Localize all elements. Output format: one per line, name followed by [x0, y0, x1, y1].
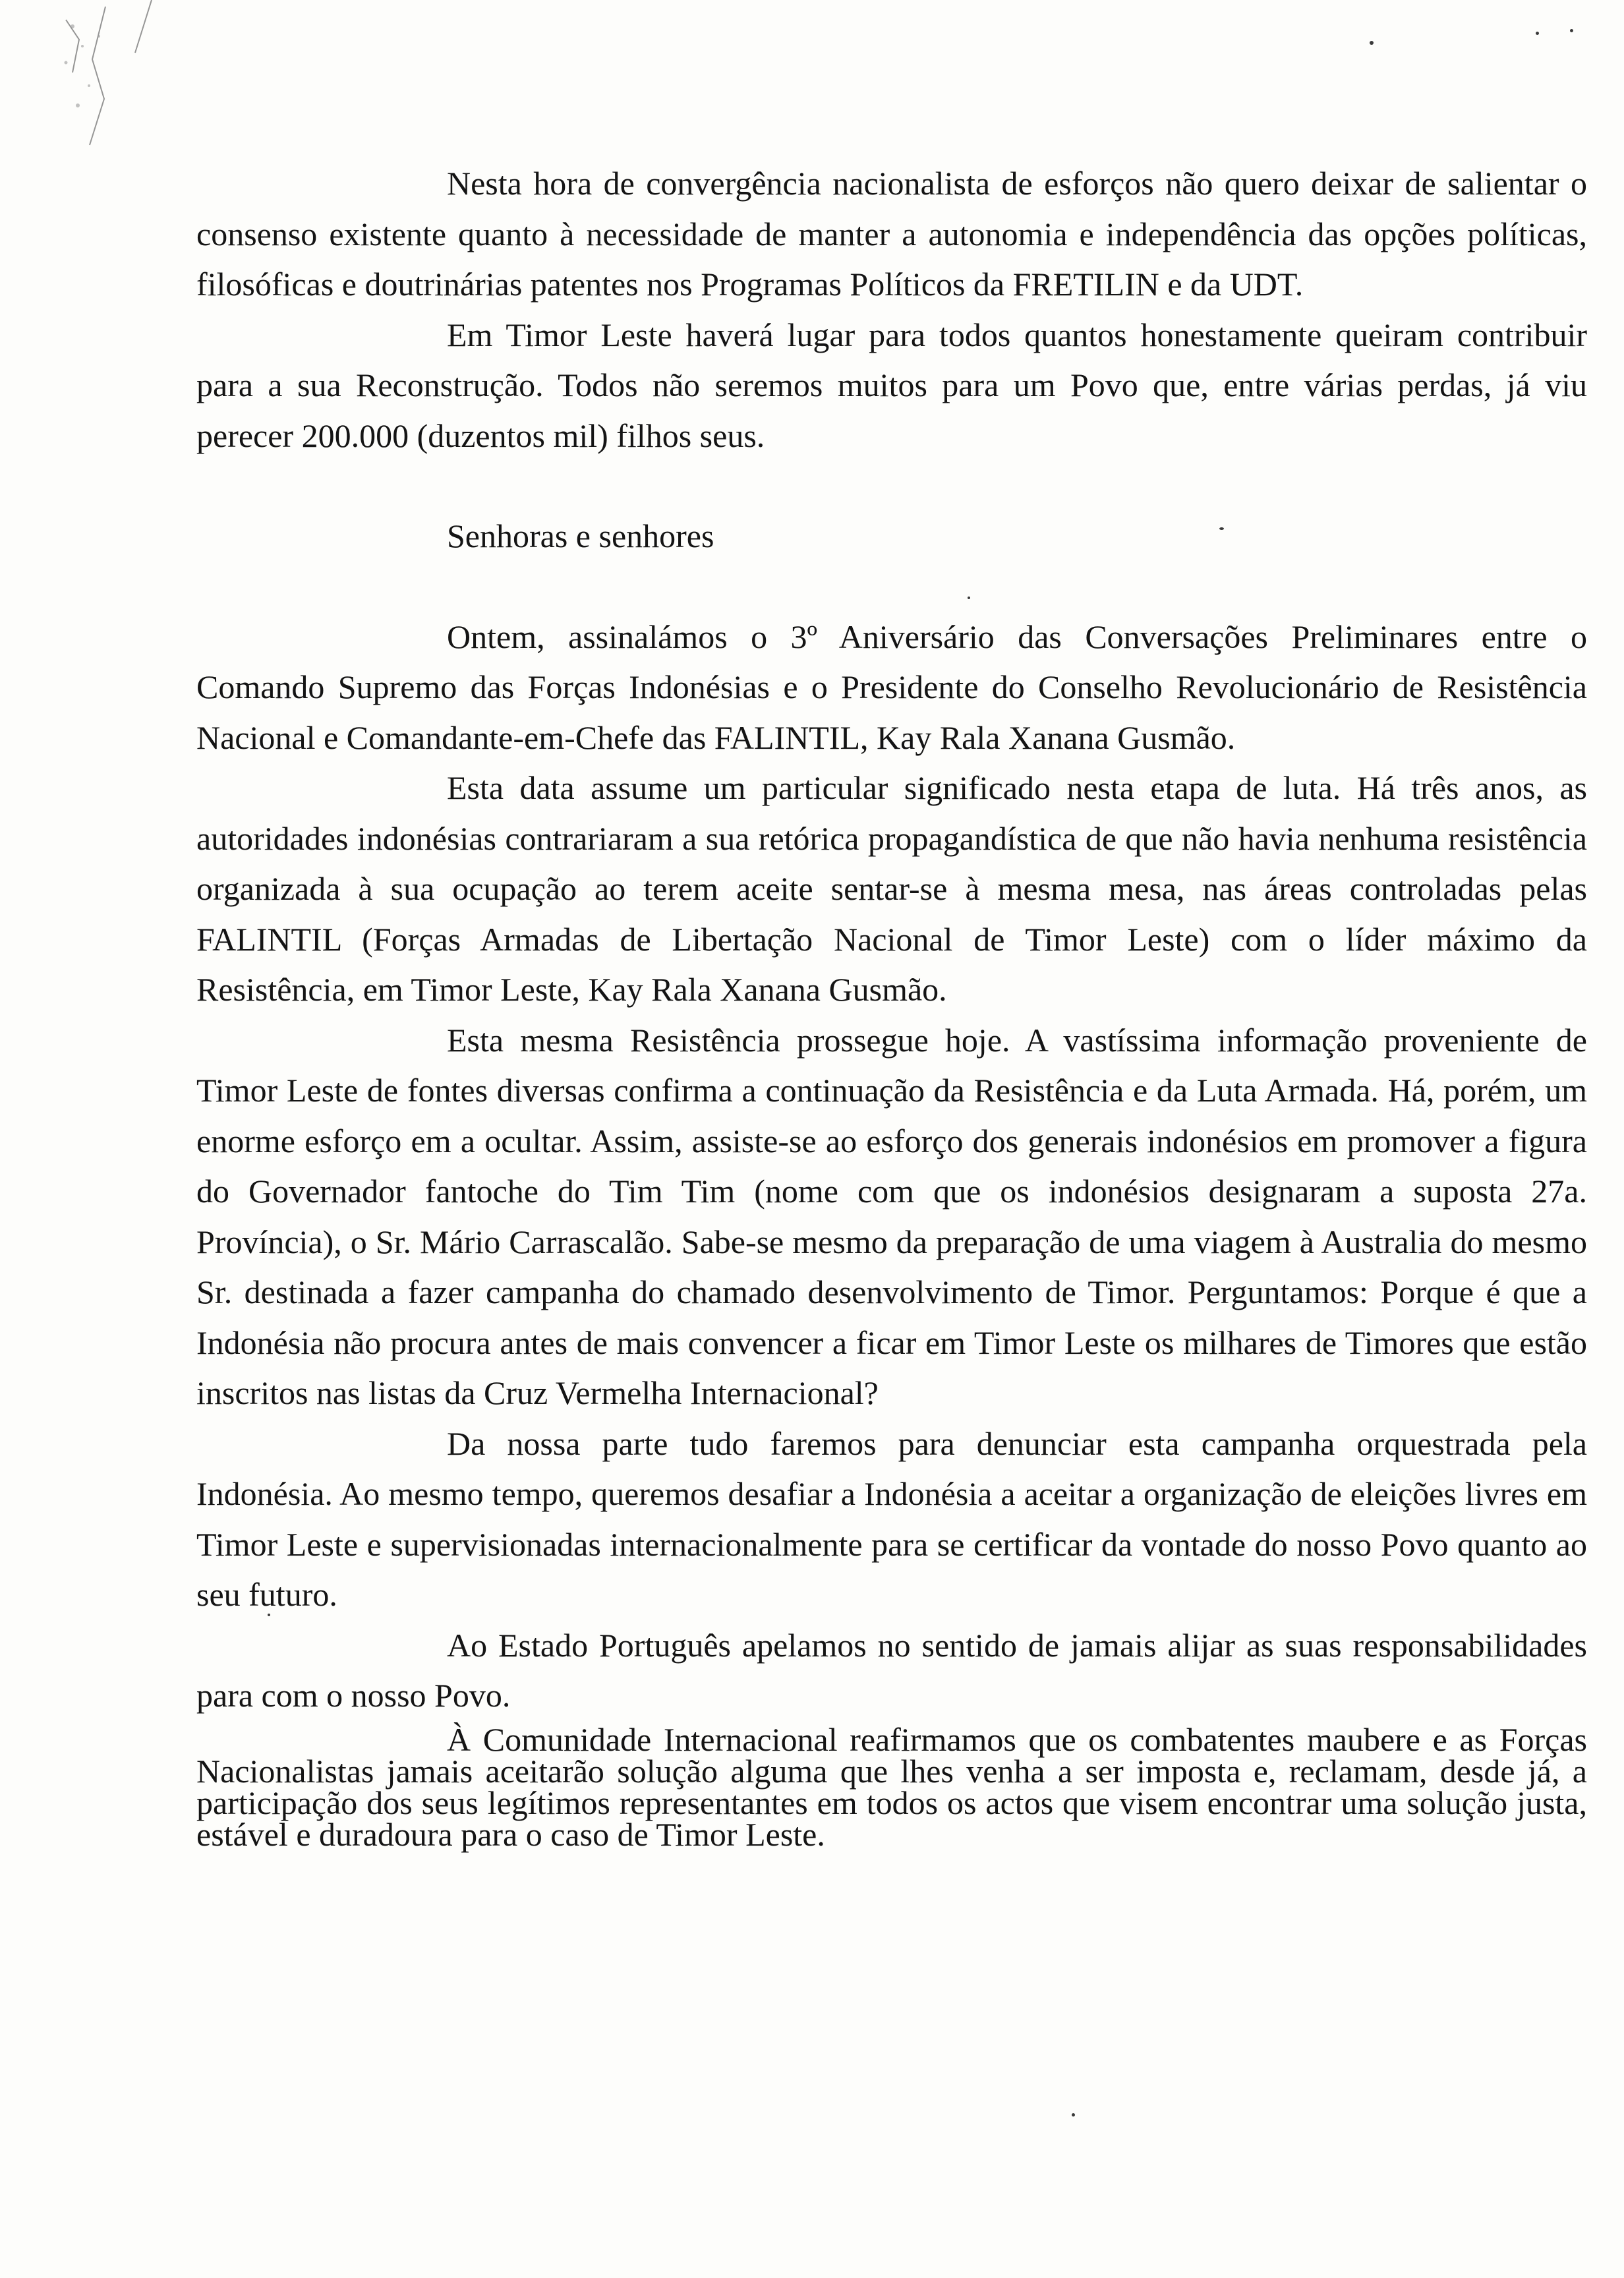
- paragraph: Da nossa parte tudo faremos para denunciar esta campanha orquestrada pela Indonésia. Ao mesmo tempo, queremos desafiar a Indonésia a aceitar a organização de eleições livres em Timor Leste e supervisionadas internacionalmente para se certificar da vontade do nosso Povo quanto ao seu futuro.: [196, 1424, 1587, 1613]
- paragraph: Esta data assume um particular significado nesta etapa de luta. Há três anos, as autoridades indonésias contrariaram a sua retórica propagandística de que não havia nenhuma resistência organizada à sua ocupação ao terem aceite sentar-se à mesma mesa, nas áreas controladas pelas FALINTIL (Forças Armadas de Libertação Nacional de Timor Leste) com o líder máximo da Resistência, em Timor Leste, Kay Rala Xanana Gusmão.: [196, 769, 1587, 1008]
- paragraph: Ontem, assinalámos o 3º Aniversário das Conversações Preliminares entre o Comando Supremo das Forças Indonésias e o Presidente do Conselho Revolucionário de Resistência Nacional e Comandante-em-Chefe das FALINTIL, Kay Rala Xanana Gusmão.: [196, 618, 1587, 756]
- scan-speck: [1536, 32, 1539, 35]
- paragraph: Ao Estado Português apelamos no sentido de jamais alijar as suas responsabilidades para com o nosso Povo.: [196, 1626, 1587, 1714]
- salutation: Senhoras e senhores: [447, 517, 714, 554]
- scan-artifact-corner: [26, 0, 171, 158]
- paragraph: Nesta hora de convergência nacionalista de esforços não quero deixar de salientar o consenso existente quanto à necessidade de manter a autonomia e independência das opções políticas, filosóficas e doutrinárias patentes nos Programas Políticos da FRETILIN e da UDT.: [196, 165, 1587, 303]
- paragraph: Em Timor Leste haverá lugar para todos quantos honestamente queiram contribuir para a sua Reconstrução. Todos não seremos muitos para um Povo que, entre várias perdas, já viu perecer 200.000 (duzentos mil) filhos seus.: [196, 316, 1587, 454]
- body-text: [196, 158, 1587, 1853]
- scan-speck: [1570, 29, 1573, 32]
- paragraph: À Comunidade Internacional reafirmamos que os combatentes maubere e as Forças Nacionalistas jamais aceitarão solução alguma que lhes venha a ser imposta e, reclamam, desde já, a participação dos seus legítimos representantes em todos os actos que visem encontrar uma solução justa, estável e duradoura para o caso de Timor Leste.: [196, 1720, 1587, 1853]
- scan-speck: [1370, 41, 1374, 45]
- paragraph: Esta mesma Resistência prossegue hoje. A vastíssima informação proveniente de Timor Leste de fontes diversas confirma a continuação da Resistência e da Luta Armada. Há, porém, um enorme esforço em a ocultar. Assim, assiste-se ao esforço dos generais indonésios em promover a figura do Governador fantoche do Tim Tim (nome com que os indonésios designaram a suposta 27a. Província), o Sr. Mário Carrascalão. Sabe-se mesmo da preparação de uma viagem à Australia do mesmo Sr. destinada a fazer campanha do chamado desenvolvimento de Timor. Perguntamos: Porque é que a Indonésia não procura antes de mais convencer a ficar em Timor Leste os milhares de Timores que estão inscritos nas listas da Cruz Vermelha Internacional?: [196, 1021, 1587, 1411]
- scan-speck: [1072, 2113, 1075, 2117]
